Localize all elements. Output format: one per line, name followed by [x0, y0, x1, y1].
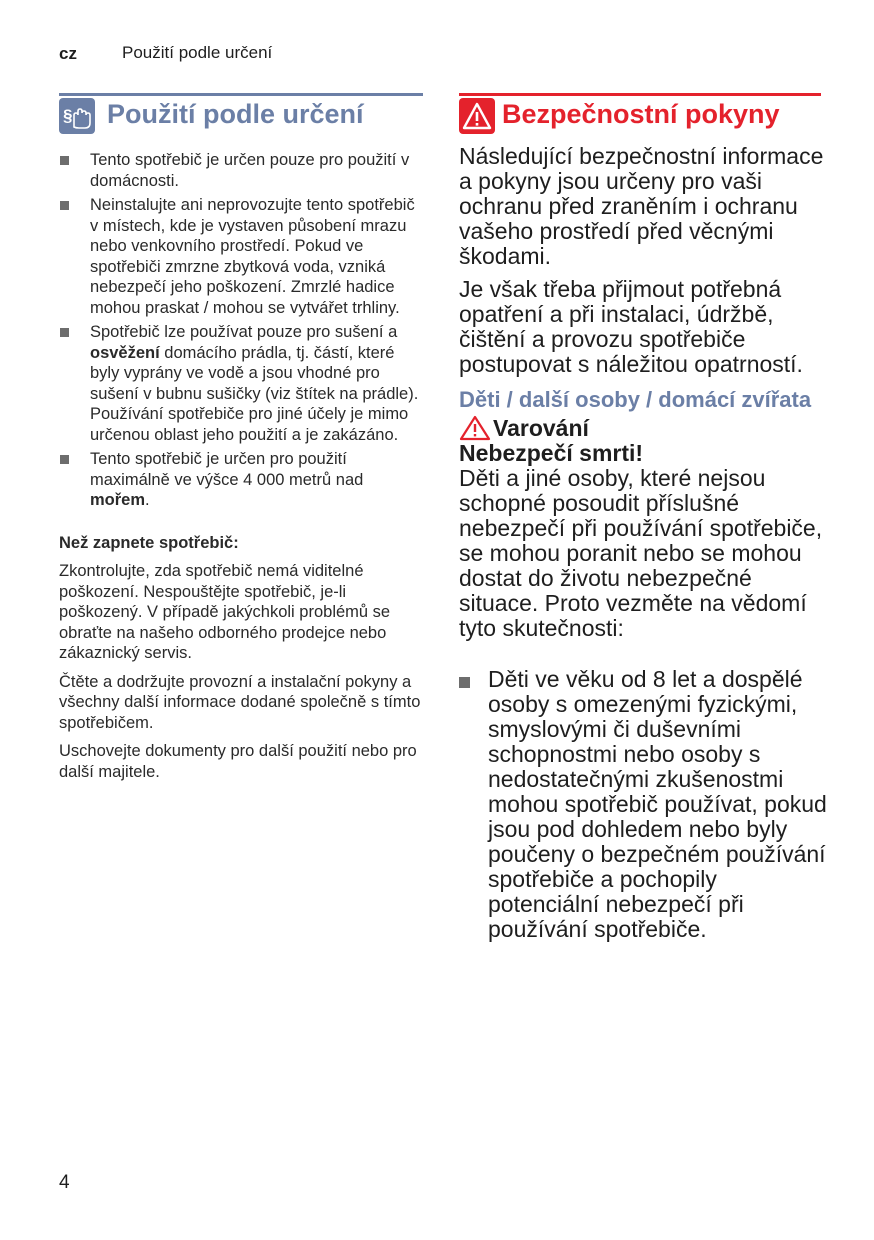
paragraph: Čtěte a dodržujte provozní a instalační pokyny a všechny další informace dodané společně s tímto spotřebičem. — [59, 672, 421, 732]
safety-care-paragraph: Je však třeba přijmout potřebná opatření a při instalaci, údržbě, čištění a provozu spotřebiče postupovat s náležitou opatrností. — [459, 276, 803, 377]
list-item: Neinstalujte ani neprovozujte tento spotřebič v místech, kde je vystaven působení mrazu nebo venkovního prostředí. Pokud ve spotřebiči zmrzne zbytková voda, vzniká nebezpečí jeho poškození. Zmrzlé hadice mohou praskat / mohou se vytvářet trhliny. — [59, 195, 421, 318]
list-item: Děti ve věku od 8 let a dospělé osoby s omezenými fyzickými, smyslovými či duševními schopnostmi nebo osoby s nedostatečnými zkušenostmi mohou spotřebič používat, pokud jsou pod dohledem nebo byly poučeny o bezpečném používání spotřebiče a pochopily potenciální nebezpečí při používání spotřebiče. — [459, 667, 829, 942]
bullet-square — [60, 328, 69, 337]
language-code: cz — [59, 44, 77, 63]
children-safety-list — [459, 667, 829, 942]
left-section-title: Použití podle určení — [107, 99, 364, 129]
bullet-square — [60, 455, 69, 464]
bullet-square — [60, 156, 69, 165]
page-number: 4 — [59, 1172, 70, 1193]
running-header-title: Použití podle určení — [122, 43, 273, 62]
intended-use-content — [59, 150, 421, 790]
paragraph: Uschovejte dokumenty pro další použití nebo pro další majitele. — [59, 742, 417, 781]
left-section-rule — [59, 93, 423, 96]
list-item: Tento spotřebič je určen pro použití maximálně ve výšce 4 000 metrů nad mořem. — [59, 449, 421, 511]
intended-use-list — [59, 150, 421, 511]
warning-line — [459, 415, 829, 441]
right-section-rule — [459, 93, 821, 96]
svg-text:§: § — [63, 106, 73, 125]
safety-content — [459, 144, 829, 942]
warning-triangle-icon — [459, 415, 491, 441]
before-switching-on-heading: Než zapnete spotřebič: — [59, 533, 239, 552]
safety-intro-paragraph: Následující bezpečnostní informace a pokyny jsou určeny pro vaši ochranu před zraněním i ochranu vašeho prostředí před věcnými škodami. — [459, 143, 824, 269]
danger-paragraph: Děti a jiné osoby, které nejsou schopné posoudit příslušné nebezpečí při používání spotřebiče, se mohou poranit nebo se mohou dostat do životu nebezpečné situace. Proto vezměte na vědomí tyto skutečnosti: — [459, 465, 823, 641]
children-pets-heading: Děti / další osoby / domácí zvířata — [459, 387, 812, 412]
right-section-title: Bezpečnostní pokyny — [502, 99, 780, 129]
warning-label: Varování — [493, 414, 589, 441]
list-item: Spotřebič lze používat pouze pro sušení a osvěžení domácího prádla, tj. částí, které byly vyprány ve vodě a jsou vhodné pro sušení v bubnu sušičky (viz štítek na prádle). Používání spotřebiče pro jiné účely je mimo určenou oblast jeho použití a je zakázáno. — [59, 322, 421, 445]
bullet-square — [459, 677, 470, 688]
list-item: Tento spotřebič je určen pouze pro použití v domácnosti. — [59, 150, 421, 191]
paragraph: Zkontrolujte, zda spotřebič nemá viditelné poškození. Nespouštějte spotřebič, je-li poškozený. V případě jakýchkoli problémů se obraťte na našeho odborného prodejce nebo zákaznický servis. — [59, 562, 391, 662]
hand-book-icon — [59, 98, 95, 134]
danger-label: Nebezpečí smrti! — [459, 440, 644, 466]
bullet-square — [60, 201, 69, 210]
warning-triangle-icon — [459, 98, 495, 134]
